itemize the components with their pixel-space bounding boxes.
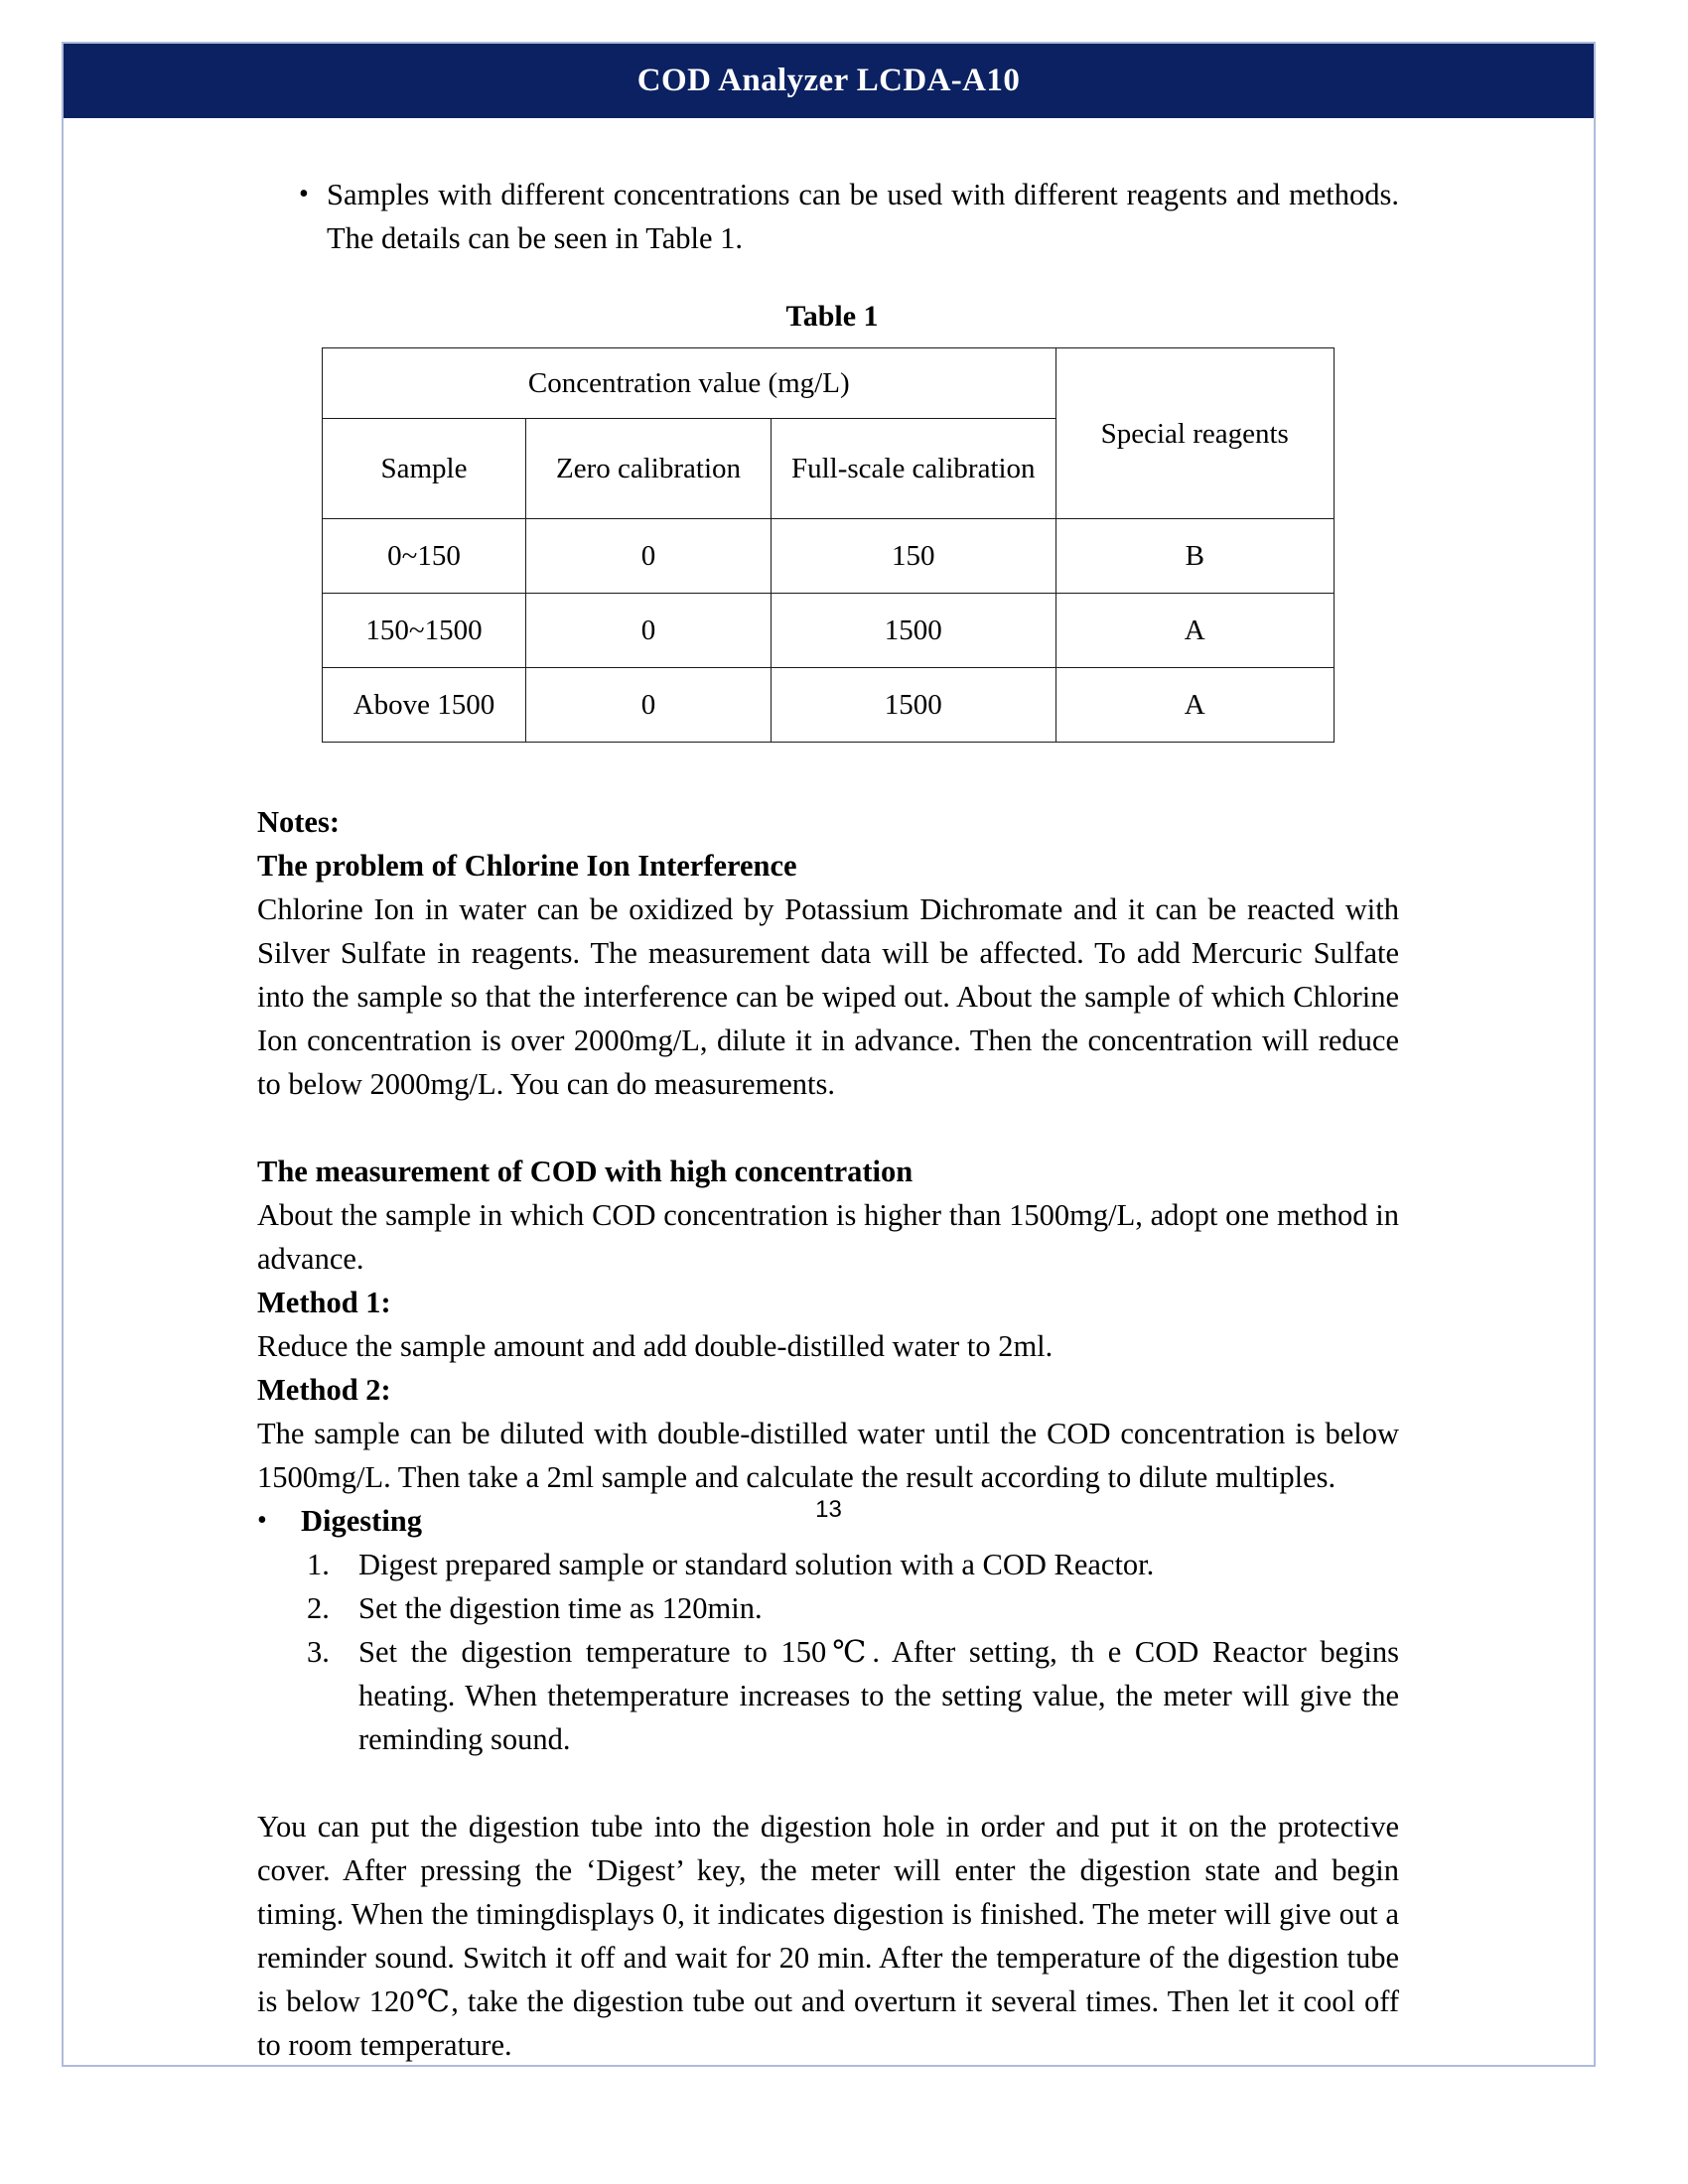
- method2-body: The sample can be diluted with double-distilled water until the COD concentration is below 1500mg/L. Then take a 2ml sample and calculate the result according to dilute multiples.: [257, 1417, 1399, 1494]
- table-header-special-reagents: Special reagents: [1055, 348, 1335, 519]
- digesting-steps: [301, 1543, 1399, 1761]
- cell-reagent: A: [1055, 594, 1335, 668]
- intro-bullet-item: [257, 173, 1399, 260]
- spacer: [257, 1106, 1399, 1150]
- method1-body: Reduce the sample amount and add double-distilled water to 2ml.: [257, 1329, 1054, 1363]
- page-title: COD Analyzer LCDA-A10: [636, 63, 1021, 98]
- method1-heading: Method 1:: [257, 1286, 391, 1319]
- chlorine-body: Chlorine Ion in water can be oxidized by Potassium Dichromate and it can be reacted with Silver Sulfate in reagents. The measurement data will be affected. To add Mercuric Sulfate into the sample so that the interference can be wiped out. About the sample of which Chlorine Ion concentration is over 2000mg/L, dilute it in advance. Then the concentration will reduce to below 2000mg/L. You can do measurements.: [257, 892, 1399, 1101]
- closing-paragraph: You can put the digestion tube into the digestion hole in order and put it on the protective cover. After pressing the ‘Digest’ key, the meter will enter the digestion state and begin timing. When the timingdisplays 0, it indicates digestion is finished. The meter will give out a reminder sound. Switch it off and wait for 20 min. After the temperature of the digestion tube is below 120℃, take the digestion tube out and overturn it several times. Then let it cool off to room temperature.: [257, 1810, 1399, 2062]
- list-item: [301, 1630, 1399, 1761]
- table-header-row-top: [323, 348, 1335, 419]
- table-header-sample: Sample: [323, 419, 526, 519]
- cell-sample: 0~150: [323, 519, 526, 594]
- page-content: [64, 118, 1594, 2065]
- cell-full: 1500: [772, 668, 1055, 743]
- step-number: 1.: [307, 1548, 330, 1581]
- table-row: [323, 668, 1335, 743]
- notes-heading: Notes:: [257, 805, 340, 839]
- text-column: [257, 173, 1399, 2067]
- cell-sample: Above 1500: [323, 668, 526, 743]
- cell-zero: 0: [526, 668, 772, 743]
- document-header-band: [64, 44, 1594, 118]
- table-caption: Table 1: [785, 300, 879, 333]
- step-number: 2.: [307, 1591, 330, 1625]
- method2-heading: Method 2:: [257, 1373, 391, 1407]
- table-group-header: Concentration value (mg/L): [323, 348, 1056, 419]
- document-page: [62, 42, 1596, 2067]
- notes-section: [257, 800, 1399, 1499]
- digesting-heading: Digesting: [301, 1504, 422, 1538]
- high-concentration-heading: The measurement of COD with high concentration: [257, 1155, 914, 1188]
- page-number: 13: [815, 1496, 842, 1523]
- cell-reagent: B: [1055, 519, 1335, 594]
- digesting-steps-wrapper: [257, 1543, 1399, 1761]
- high-concentration-body: About the sample in which COD concentration is higher than 1500mg/L, adopt one method in advance.: [257, 1198, 1399, 1276]
- step-number: 3.: [307, 1635, 330, 1669]
- list-item: [301, 1586, 1399, 1630]
- step-text: Set the digestion temperature to 150℃. After setting, th e COD Reactor begins heating. When thetemperature increases to the setting value, the meter will give the reminding sound.: [358, 1635, 1399, 1756]
- cell-full: 1500: [772, 594, 1055, 668]
- bullet-icon: •: [299, 179, 309, 209]
- bullet-icon: •: [257, 1505, 267, 1536]
- step-text: Digest prepared sample or standard solution with a COD Reactor.: [358, 1548, 1155, 1581]
- cell-zero: 0: [526, 519, 772, 594]
- table-header-full-scale-calibration: Full-scale calibration: [772, 419, 1055, 519]
- list-item: [301, 1543, 1399, 1586]
- cell-full: 150: [772, 519, 1055, 594]
- table-row: [323, 594, 1335, 668]
- chlorine-heading: The problem of Chlorine Ion Interference: [257, 849, 797, 883]
- table-header-zero-calibration: Zero calibration: [526, 419, 772, 519]
- table-row: [323, 519, 1335, 594]
- cell-reagent: A: [1055, 668, 1335, 743]
- cell-sample: 150~1500: [323, 594, 526, 668]
- intro-bullet-text: Samples with different concentrations can be used with different reagents and methods. The details can be seen in Table 1.: [327, 178, 1399, 255]
- step-text: Set the digestion time as 120min.: [358, 1591, 763, 1625]
- concentration-table: [322, 347, 1335, 743]
- spacer: [257, 1761, 1399, 1805]
- cell-zero: 0: [526, 594, 772, 668]
